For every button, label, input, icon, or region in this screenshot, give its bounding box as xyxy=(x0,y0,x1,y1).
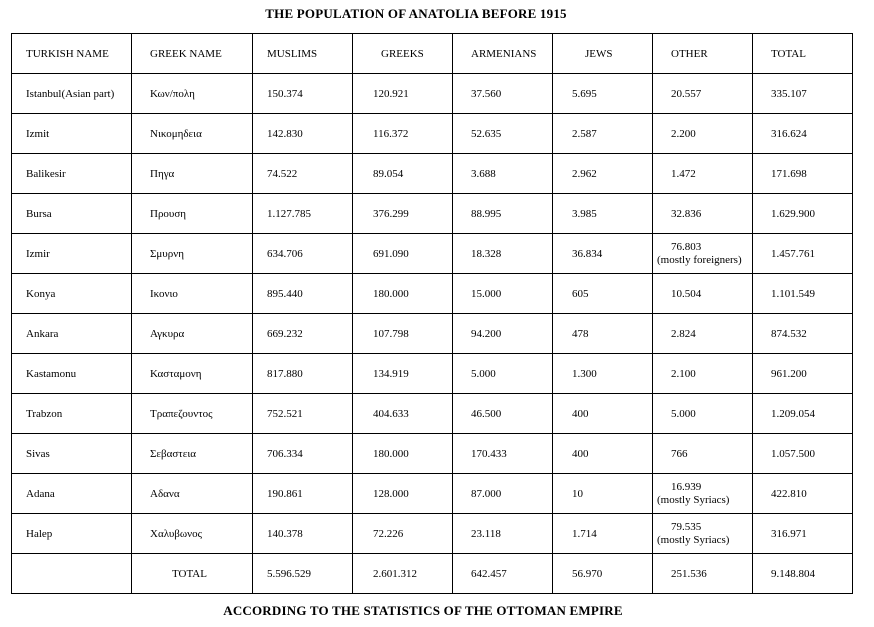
armenians-cell: 94.200 xyxy=(453,314,553,354)
armenians-cell: 88.995 xyxy=(453,194,553,234)
greeks-cell: 691.090 xyxy=(353,234,453,274)
totals-label: TOTAL xyxy=(132,554,253,594)
total-cell: 1.629.900 xyxy=(753,194,853,234)
greek-name-cell: Αγκυρα xyxy=(132,314,253,354)
muslims-cell: 150.374 xyxy=(253,74,353,114)
jews-cell: 2.587 xyxy=(553,114,653,154)
table-row xyxy=(12,114,853,154)
greeks-cell: 107.798 xyxy=(353,314,453,354)
other-cell: 2.824 xyxy=(653,314,753,354)
table-row xyxy=(12,354,853,394)
greek-name-cell: Κασταμονη xyxy=(132,354,253,394)
other-cell: 2.200 xyxy=(653,114,753,154)
table-body xyxy=(12,74,853,554)
armenians-cell: 23.118 xyxy=(453,514,553,554)
greek-name-cell: Σμυρνη xyxy=(132,234,253,274)
greek-name-cell: Σεβαστεια xyxy=(132,434,253,474)
muslims-cell: 190.861 xyxy=(253,474,353,514)
totals-armenians: 642.457 xyxy=(453,554,553,594)
jews-cell: 605 xyxy=(553,274,653,314)
other-cell: 32.836 xyxy=(653,194,753,234)
other-cell: 766 xyxy=(653,434,753,474)
turkish-name-cell: Konya xyxy=(12,274,132,314)
other-value: 76.803 xyxy=(671,240,702,253)
greeks-cell: 180.000 xyxy=(353,434,453,474)
total-cell: 422.810 xyxy=(753,474,853,514)
muslims-cell: 752.521 xyxy=(253,394,353,434)
armenians-cell: 170.433 xyxy=(453,434,553,474)
column-header-turkish-name: TURKISH NAME xyxy=(12,34,132,74)
other-cell: 10.504 xyxy=(653,274,753,314)
column-header-greek-name: GREEK NAME xyxy=(132,34,253,74)
armenians-cell: 18.328 xyxy=(453,234,553,274)
armenians-cell: 46.500 xyxy=(453,394,553,434)
jews-cell: 478 xyxy=(553,314,653,354)
column-header-greeks: GREEKS xyxy=(353,34,453,74)
other-value: 79.535 xyxy=(671,520,702,533)
table-row xyxy=(12,514,853,554)
jews-cell: 5.695 xyxy=(553,74,653,114)
turkish-name-cell: Kastamonu xyxy=(12,354,132,394)
turkish-name-cell: Sivas xyxy=(12,434,132,474)
table-row xyxy=(12,74,853,114)
totals-muslims: 5.596.529 xyxy=(253,554,353,594)
armenians-cell: 15.000 xyxy=(453,274,553,314)
armenians-cell: 37.560 xyxy=(453,74,553,114)
totals-total: 9.148.804 xyxy=(753,554,853,594)
muslims-cell: 895.440 xyxy=(253,274,353,314)
greeks-cell: 134.919 xyxy=(353,354,453,394)
column-header-total: TOTAL xyxy=(753,34,853,74)
muslims-cell: 1.127.785 xyxy=(253,194,353,234)
other-cell xyxy=(653,234,753,274)
greeks-cell: 180.000 xyxy=(353,274,453,314)
table-row xyxy=(12,314,853,354)
other-note: (mostly foreigners) xyxy=(657,253,742,266)
greek-name-cell: Νικομηδεια xyxy=(132,114,253,154)
total-cell: 316.624 xyxy=(753,114,853,154)
table-row xyxy=(12,234,853,274)
greeks-cell: 376.299 xyxy=(353,194,453,234)
armenians-cell: 87.000 xyxy=(453,474,553,514)
total-cell: 316.971 xyxy=(753,514,853,554)
muslims-cell: 140.378 xyxy=(253,514,353,554)
page-footer: ACCORDING TO THE STATISTICS OF THE OTTOMAN EMPIRE xyxy=(223,603,623,618)
jews-cell: 36.834 xyxy=(553,234,653,274)
turkish-name-cell: Bursa xyxy=(12,194,132,234)
jews-cell: 1.300 xyxy=(553,354,653,394)
other-note: (mostly Syriacs) xyxy=(657,533,730,546)
column-header-muslims: MUSLIMS xyxy=(253,34,353,74)
greeks-cell: 128.000 xyxy=(353,474,453,514)
greeks-cell: 116.372 xyxy=(353,114,453,154)
muslims-cell: 706.334 xyxy=(253,434,353,474)
other-cell xyxy=(653,474,753,514)
totals-other: 251.536 xyxy=(653,554,753,594)
table-row xyxy=(12,194,853,234)
total-cell: 1.209.054 xyxy=(753,394,853,434)
table-row xyxy=(12,154,853,194)
turkish-name-cell: Halep xyxy=(12,514,132,554)
turkish-name-cell: Trabzon xyxy=(12,394,132,434)
jews-cell: 3.985 xyxy=(553,194,653,234)
greek-name-cell: Τραπεζουντος xyxy=(132,394,253,434)
other-note: (mostly Syriacs) xyxy=(657,493,730,506)
turkish-name-cell: Balikesir xyxy=(12,154,132,194)
other-cell xyxy=(653,514,753,554)
jews-cell: 400 xyxy=(553,434,653,474)
muslims-cell: 634.706 xyxy=(253,234,353,274)
table-row xyxy=(12,274,853,314)
totals-jews: 56.970 xyxy=(553,554,653,594)
column-header-jews: JEWS xyxy=(553,34,653,74)
greek-name-cell: Προυση xyxy=(132,194,253,234)
table-row xyxy=(12,434,853,474)
turkish-name-cell: Adana xyxy=(12,474,132,514)
greek-name-cell: Πηγα xyxy=(132,154,253,194)
turkish-name-cell: Izmir xyxy=(12,234,132,274)
other-cell: 5.000 xyxy=(653,394,753,434)
table-header-row xyxy=(12,34,853,74)
totals-greeks: 2.601.312 xyxy=(353,554,453,594)
column-header-armenians: ARMENIANS xyxy=(453,34,553,74)
greeks-cell: 120.921 xyxy=(353,74,453,114)
page-title: THE POPULATION OF ANATOLIA BEFORE 1915 xyxy=(265,6,567,21)
jews-cell: 2.962 xyxy=(553,154,653,194)
totals-empty-cell xyxy=(12,554,132,594)
greeks-cell: 89.054 xyxy=(353,154,453,194)
greek-name-cell: Χαλυβωνος xyxy=(132,514,253,554)
total-cell: 1.101.549 xyxy=(753,274,853,314)
total-cell: 874.532 xyxy=(753,314,853,354)
muslims-cell: 142.830 xyxy=(253,114,353,154)
armenians-cell: 52.635 xyxy=(453,114,553,154)
greek-name-cell: Κων/πολη xyxy=(132,74,253,114)
total-cell: 1.057.500 xyxy=(753,434,853,474)
jews-cell: 400 xyxy=(553,394,653,434)
turkish-name-cell: Ankara xyxy=(12,314,132,354)
muslims-cell: 669.232 xyxy=(253,314,353,354)
total-cell: 1.457.761 xyxy=(753,234,853,274)
other-value: 16.939 xyxy=(671,480,702,493)
jews-cell: 10 xyxy=(553,474,653,514)
armenians-cell: 5.000 xyxy=(453,354,553,394)
greeks-cell: 404.633 xyxy=(353,394,453,434)
jews-cell: 1.714 xyxy=(553,514,653,554)
total-cell: 961.200 xyxy=(753,354,853,394)
armenians-cell: 3.688 xyxy=(453,154,553,194)
greek-name-cell: Ικονιο xyxy=(132,274,253,314)
muslims-cell: 817.880 xyxy=(253,354,353,394)
total-cell: 335.107 xyxy=(753,74,853,114)
greek-name-cell: Αδανα xyxy=(132,474,253,514)
total-cell: 171.698 xyxy=(753,154,853,194)
other-cell: 1.472 xyxy=(653,154,753,194)
table-row xyxy=(12,474,853,514)
greeks-cell: 72.226 xyxy=(353,514,453,554)
other-cell: 20.557 xyxy=(653,74,753,114)
turkish-name-cell: Istanbul(Asian part) xyxy=(12,74,132,114)
totals-row xyxy=(12,554,853,594)
turkish-name-cell: Izmit xyxy=(12,114,132,154)
muslims-cell: 74.522 xyxy=(253,154,353,194)
population-table xyxy=(11,33,853,594)
other-cell: 2.100 xyxy=(653,354,753,394)
table-row xyxy=(12,394,853,434)
column-header-other: OTHER xyxy=(653,34,753,74)
